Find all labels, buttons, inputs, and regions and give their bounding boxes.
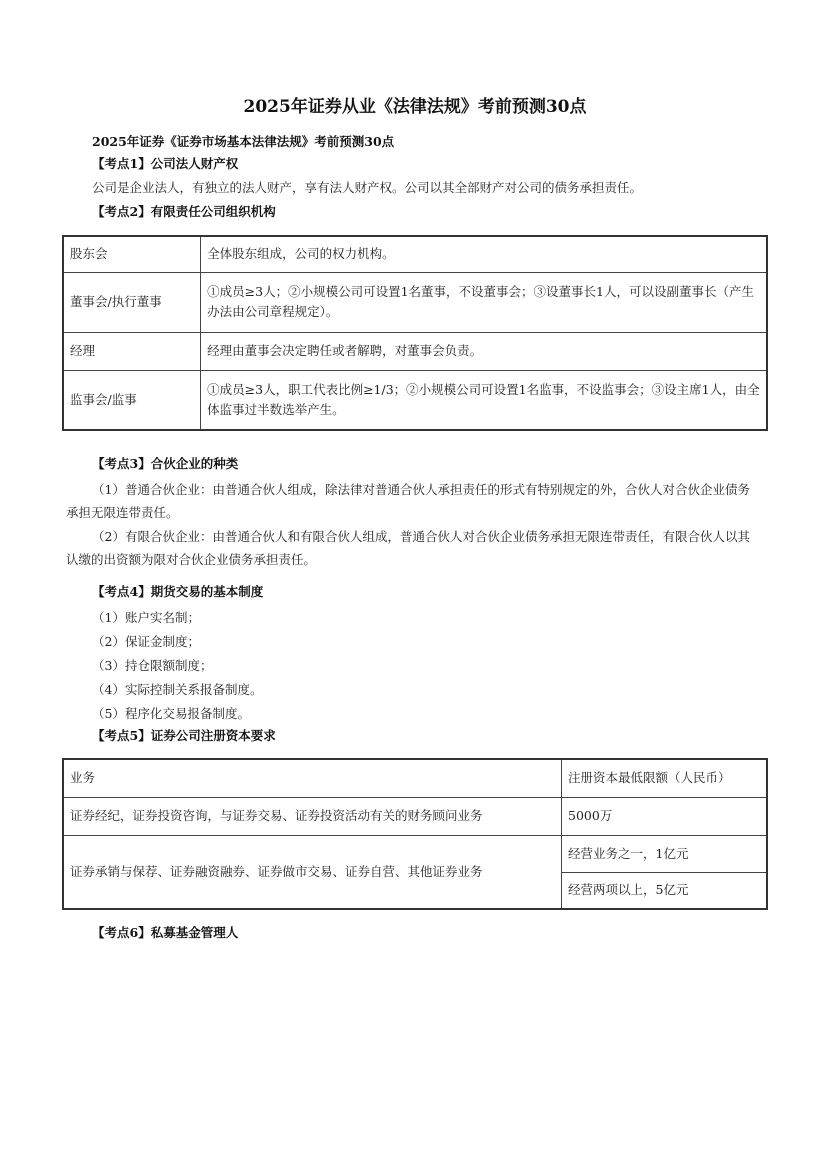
org-desc-cell: ①成员≥3人；②小规模公司可设置1名董事，不设董事会；③设董事长1人，可以设副董事长（产生办法由公司章程规定）。 [201,272,767,332]
kp2-heading: 【考点2】有限责任公司组织机构 [92,204,276,219]
list-item: （5）程序化交易报备制度。 [92,706,250,721]
kp6-heading: 【考点6】私募基金管理人 [92,925,239,940]
header-business-cell: 业务 [63,759,562,797]
table-row [63,236,767,272]
table-row [63,272,767,332]
capital-cell: 经营业务之一，1亿元 [562,835,767,872]
list-item: （3）持仓限额制度； [92,658,213,673]
kp3-paragraph-2: （2）有限合伙企业：由普通合伙人和有限合伙人组成，普通合伙人对合伙企业债务承担无限连带责任，有限合伙人以其认缴的出资额为限对合伙企业债务承担责任。 [66,529,750,567]
business-cell: 证券经纪，证券投资咨询，与证券交易、证券投资活动有关的财务顾问业务 [63,797,562,835]
registered-capital-table [62,758,768,910]
org-name-cell: 监事会/监事 [63,370,201,430]
table-row [63,835,767,872]
business-cell: 证券承销与保荐、证券融资融券、证券做市交易、证券自营、其他证券业务 [63,835,562,909]
kp1-text: 公司是企业法人，有独立的法人财产，享有法人财产权。公司以其全部财产对公司的债务承担责任。 [92,180,643,195]
capital-cell: 5000万 [562,797,767,835]
table-row [63,332,767,370]
list-item: （4）实际控制关系报备制度。 [92,682,263,697]
list-item: （1）账户实名制； [92,610,200,625]
kp4-heading: 【考点4】期货交易的基本制度 [92,584,264,599]
header-capital-cell: 注册资本最低限额（人民币） [562,759,767,797]
org-structure-table [62,235,768,431]
kp3-paragraph-1: （1）普通合伙企业：由普通合伙人组成，除法律对普通合伙人承担责任的形式有特别规定的外，合伙人对合伙企业债务承担无限连带责任。 [66,482,750,520]
list-item: （2）保证金制度； [92,634,200,649]
org-name-cell: 股东会 [63,236,201,272]
kp1-heading: 【考点1】公司法人财产权 [92,156,239,171]
table-row [63,370,767,430]
capital-cell: 经营两项以上，5亿元 [562,872,767,909]
org-desc-cell: ①成员≥3人，职工代表比例≥1/3；②小规模公司可设置1名监事，不设监事会；③设主席1人，由全体监事过半数选举产生。 [201,370,767,430]
org-desc-cell: 经理由董事会决定聘任或者解聘，对董事会负责。 [201,332,767,370]
org-name-cell: 经理 [63,332,201,370]
org-desc-cell: 全体股东组成，公司的权力机构。 [201,236,767,272]
subtitle: 2025年证券《证券市场基本法律法规》考前预测30点 [92,134,395,149]
table-header-row [63,759,767,797]
kp3-heading: 【考点3】合伙企业的种类 [92,456,239,471]
table-row [63,797,767,835]
page-title: 2025年证券从业《法律法规》考前预测30点 [243,97,587,117]
kp5-heading: 【考点5】证券公司注册资本要求 [92,728,276,743]
org-name-cell: 董事会/执行董事 [63,272,201,332]
